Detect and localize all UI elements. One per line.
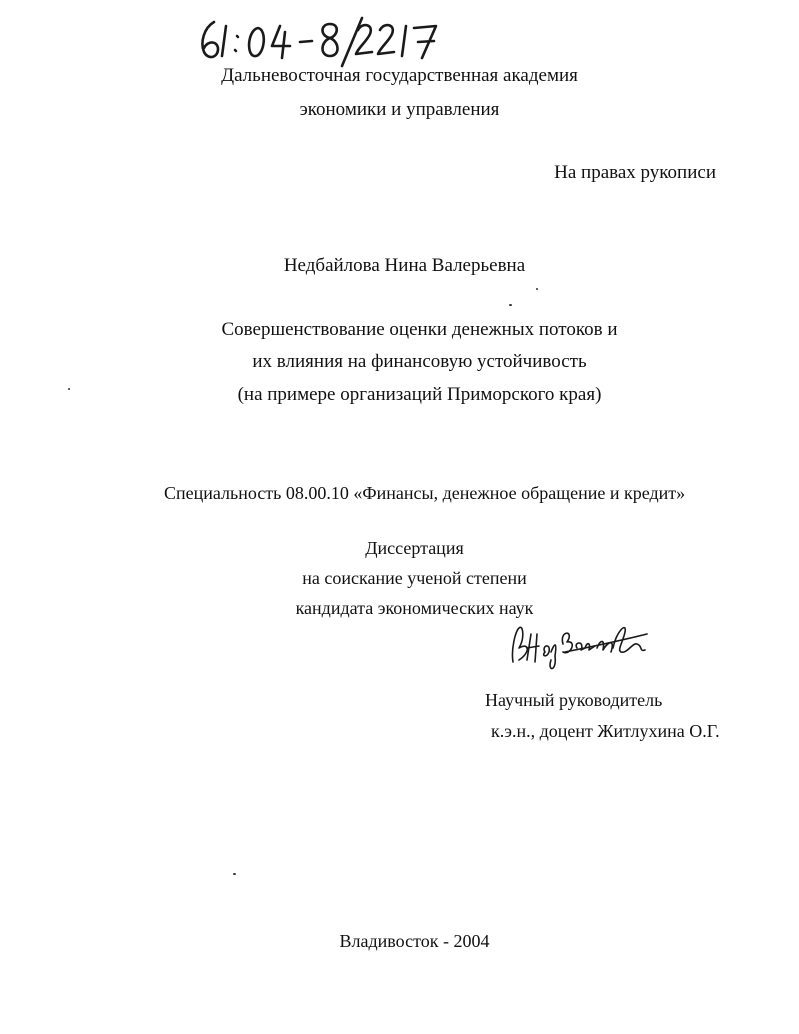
institution-line-2: экономики и управления: [299, 99, 500, 120]
institution-line-1: Дальневосточная государственная академия: [221, 65, 578, 86]
title-line-3: (на примере организаций Приморского края): [237, 384, 602, 405]
dissertation-line-3: кандидата экономических наук: [295, 598, 534, 618]
title-line-1: Совершенствование оценки денежных потоков и: [221, 319, 618, 340]
handwritten-archive-number: [192, 8, 452, 68]
advisor-name: к.э.н., доцент Житлухина О.Г.: [491, 721, 720, 741]
scan-speck: [68, 388, 70, 390]
dissertation-line-1: Диссертация: [365, 538, 464, 558]
author-name: Недбайлова Нина Валерьевна: [283, 255, 526, 276]
dissertation-line-2: на соискание ученой степени: [302, 568, 527, 588]
scan-speck: [509, 304, 512, 306]
advisor-label: Научный руководитель: [485, 690, 663, 710]
author-signature: [505, 612, 655, 674]
manuscript-rights: На правах рукописи: [554, 162, 716, 183]
scan-speck: [536, 288, 538, 290]
scan-speck: [233, 873, 236, 875]
specialty: Специальность 08.00.10 «Финансы, денежное обращение и кредит»: [164, 483, 686, 503]
title-line-2: их влияния на финансовую устойчивость: [252, 351, 587, 372]
city-year: Владивосток - 2004: [339, 931, 490, 951]
